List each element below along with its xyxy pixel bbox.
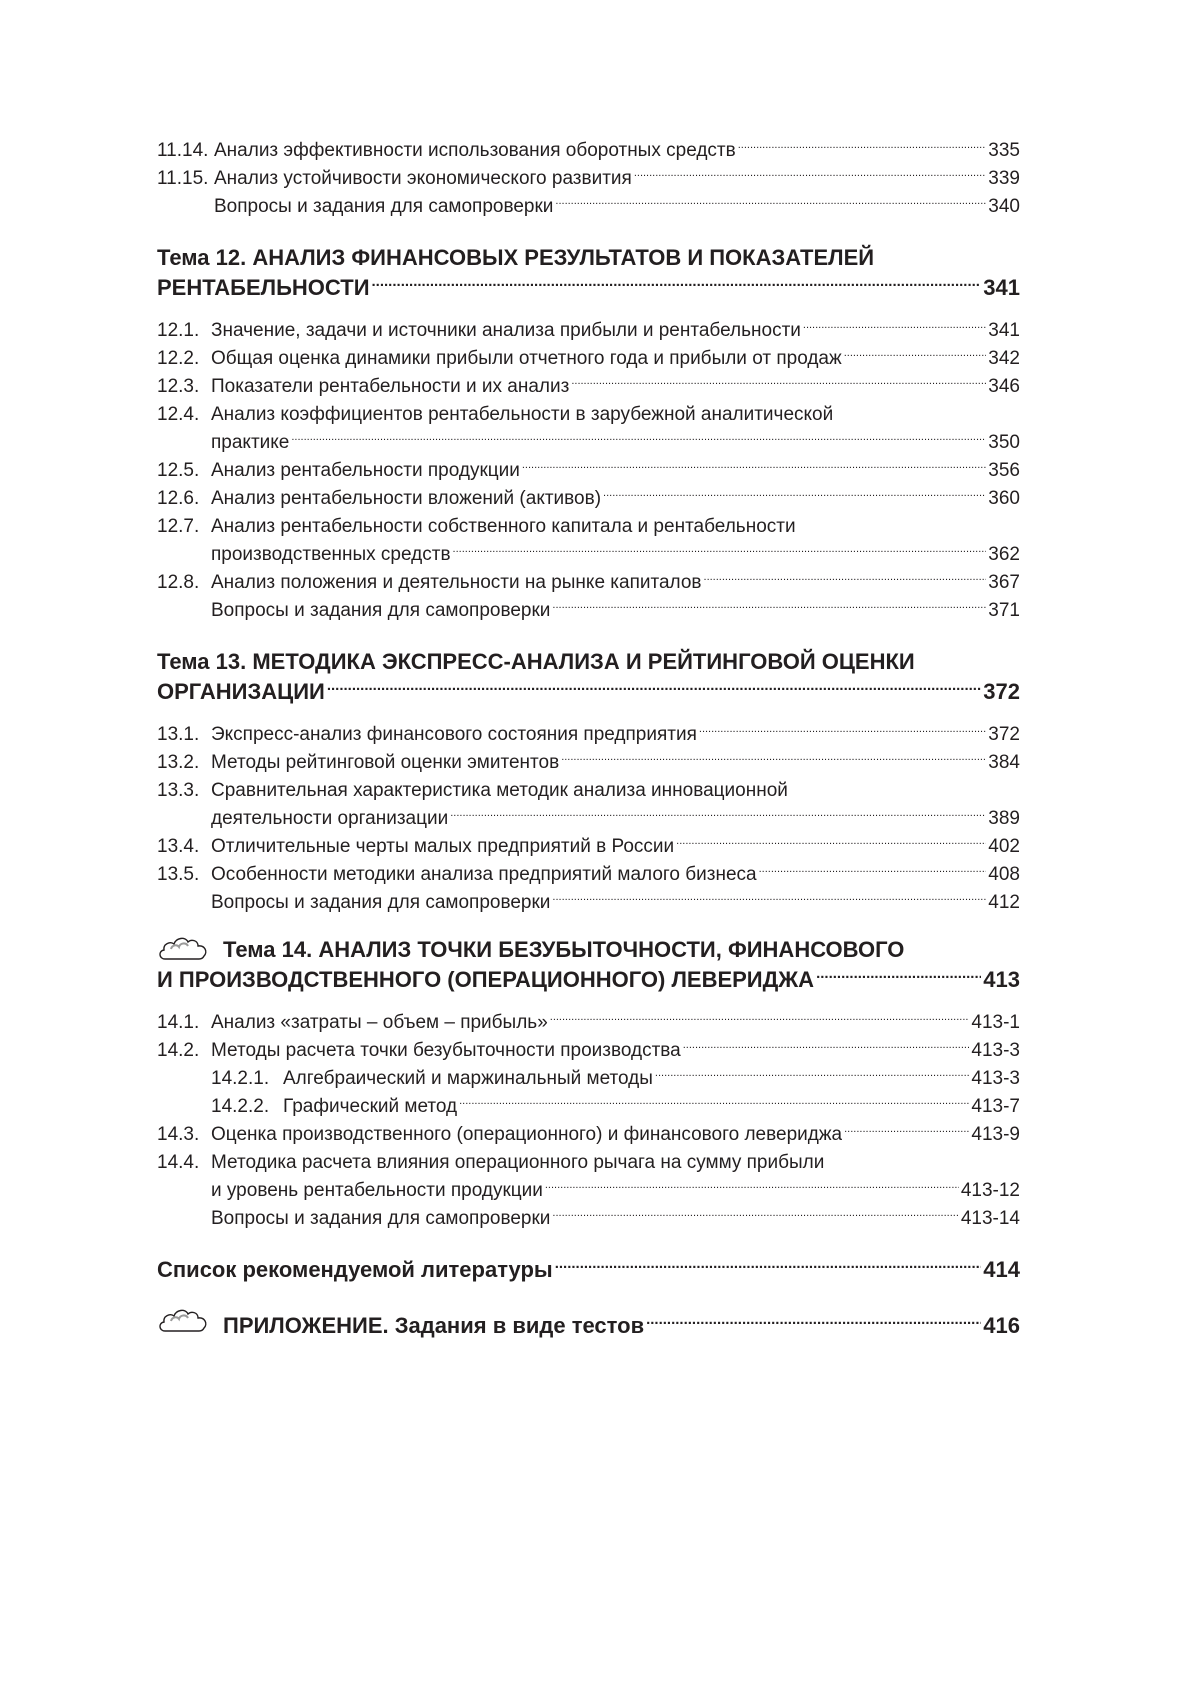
entry-number: 14.3.	[157, 1124, 200, 1145]
entry-page: 413-9	[971, 1124, 1020, 1145]
entry-number: 12.5.	[157, 460, 200, 481]
entry-title-cont: деятельности организации	[211, 808, 449, 829]
entry-number: 12.4.	[157, 404, 200, 425]
entry-number: 14.2.	[157, 1040, 200, 1061]
entry-title: Анализ рентабельности продукции	[211, 460, 520, 481]
literature-page: 414	[983, 1257, 1020, 1282]
entry-title: Анализ эффективности использования оборотных средств	[214, 140, 736, 161]
topic-title-line1: Тема 13. МЕТОДИКА ЭКСПРЕСС-АНАЛИЗА И РЕЙТИНГОВОЙ ОЦЕНКИ	[157, 649, 915, 674]
toc-entry[interactable]	[157, 861, 1020, 889]
dot-leader	[646, 1311, 981, 1333]
entry-number: 11.15.	[157, 168, 209, 189]
entry-page: 346	[988, 376, 1020, 397]
dot-leader	[291, 429, 986, 448]
dot-leader	[655, 1065, 969, 1084]
toc-entry[interactable]	[157, 1149, 1020, 1177]
toc-entry[interactable]	[157, 193, 1020, 221]
entry-title: Методы расчета точки безубыточности производства	[211, 1040, 681, 1061]
dot-leader	[759, 861, 987, 880]
topic-page: 341	[983, 275, 1020, 300]
toc-entry[interactable]	[157, 1009, 1020, 1037]
entry-page: 413-12	[960, 1180, 1020, 1201]
dot-leader	[738, 137, 987, 156]
entry-title: Значение, задачи и источники анализа прибыли и рентабельности	[211, 320, 801, 341]
entry-number: 14.1.	[157, 1012, 200, 1033]
dot-leader	[372, 273, 982, 295]
toc-entry[interactable]	[157, 721, 1020, 749]
topic-page: 413	[983, 967, 1020, 992]
dot-leader	[550, 1009, 970, 1028]
entry-title: Анализ «затраты – объем – прибыль»	[211, 1012, 548, 1033]
entry-page: 340	[988, 196, 1020, 217]
entry-page: 335	[988, 140, 1020, 161]
table-of-contents	[157, 137, 1020, 1337]
topic-heading-14[interactable]	[157, 935, 1020, 995]
entry-page: 413-14	[960, 1208, 1020, 1229]
cloud-icon	[157, 935, 209, 961]
entry-page: 402	[988, 836, 1020, 857]
entry-number: 12.8.	[157, 572, 200, 593]
topic-title-line2: РЕНТАБЕЛЬНОСТИ	[157, 275, 370, 300]
dot-leader	[545, 1177, 959, 1196]
dot-leader	[552, 889, 986, 908]
entry-page: 372	[988, 724, 1020, 745]
cloud-icon	[157, 1307, 209, 1333]
topic-title-line2: И ПРОИЗВОДСТВЕННОГО (ОПЕРАЦИОННОГО) ЛЕВЕРИДЖА	[157, 967, 815, 992]
dot-leader	[844, 345, 987, 364]
toc-entry[interactable]	[157, 1205, 1020, 1233]
entry-title: Анализ рентабельности вложений (активов)	[211, 488, 602, 509]
toc-entry[interactable]	[157, 569, 1020, 597]
entry-number: 11.14.	[157, 140, 209, 161]
entry-page: 356	[988, 460, 1020, 481]
entry-number: 13.4.	[157, 836, 200, 857]
entry-title-cont: производственных средств	[211, 544, 451, 565]
entry-title: Методика расчета влияния операционного рычага на сумму прибыли	[211, 1152, 825, 1173]
toc-entry[interactable]	[157, 485, 1020, 513]
entry-page: 389	[988, 808, 1020, 829]
toc-entry[interactable]	[157, 777, 1020, 805]
toc-entry[interactable]	[157, 597, 1020, 625]
entry-number: 14.4.	[157, 1152, 200, 1173]
toc-entry-continuation[interactable]	[157, 541, 1020, 569]
dot-leader	[803, 317, 986, 336]
entry-page: 371	[988, 600, 1020, 621]
dot-leader	[552, 597, 986, 616]
dot-leader	[844, 1121, 969, 1140]
entry-page: 339	[988, 168, 1020, 189]
toc-entry-continuation[interactable]	[157, 805, 1020, 833]
entry-title-cont: практике	[211, 432, 290, 453]
dot-leader	[522, 457, 986, 476]
entry-title-cont: и уровень рентабельности продукции	[211, 1180, 543, 1201]
entry-title: Вопросы и задания для самопроверки	[214, 196, 554, 217]
dot-leader	[816, 965, 981, 987]
appendix-page: 416	[983, 1313, 1020, 1338]
entry-page: 350	[988, 432, 1020, 453]
toc-entry[interactable]	[157, 401, 1020, 429]
literature-heading[interactable]	[157, 1255, 1020, 1285]
entry-page: 413-3	[971, 1068, 1020, 1089]
entry-page: 342	[988, 348, 1020, 369]
entry-number: 12.2.	[157, 348, 200, 369]
appendix-heading[interactable]	[157, 1307, 1020, 1337]
toc-entry[interactable]	[157, 833, 1020, 861]
entry-title: Анализ положения и деятельности на рынке капиталов	[211, 572, 702, 593]
topic-heading-12[interactable]	[157, 243, 1020, 303]
toc-entry[interactable]	[157, 1121, 1020, 1149]
entry-title: Графический метод	[283, 1096, 458, 1117]
toc-entry[interactable]	[157, 373, 1020, 401]
topic-heading-13[interactable]	[157, 647, 1020, 707]
entry-title: Общая оценка динамики прибыли отчетного года и прибыли от продаж	[211, 348, 842, 369]
toc-entry[interactable]	[157, 1037, 1020, 1065]
entry-number: 13.2.	[157, 752, 200, 773]
entry-title: Анализ рентабельности собственного капитала и рентабельности	[211, 516, 796, 537]
dot-leader	[561, 749, 986, 768]
topic-page: 372	[983, 679, 1020, 704]
entry-title: Алгебраический и маржинальный методы	[283, 1068, 653, 1089]
entry-title: Методы рейтинговой оценки эмитентов	[211, 752, 560, 773]
entry-title: Оценка производственного (операционного) и финансового левериджа	[211, 1124, 843, 1145]
entry-page: 413-3	[971, 1040, 1020, 1061]
entry-title: Анализ коэффициентов рентабельности в зарубежной аналитической	[211, 404, 834, 425]
entry-page: 360	[988, 488, 1020, 509]
entry-title: Вопросы и задания для самопроверки	[211, 600, 551, 621]
entry-title: Вопросы и задания для самопроверки	[211, 892, 551, 913]
toc-entry-continuation[interactable]	[157, 1177, 1020, 1205]
dot-leader	[683, 1037, 970, 1056]
entry-page: 412	[988, 892, 1020, 913]
toc-subentry[interactable]	[157, 1093, 1020, 1121]
entry-number: 12.1.	[157, 320, 200, 341]
dot-leader	[603, 485, 986, 504]
dot-leader	[327, 677, 981, 699]
entry-title: Отличительные черты малых предприятий в России	[211, 836, 675, 857]
dot-leader	[555, 1255, 982, 1277]
toc-subentry[interactable]	[157, 1065, 1020, 1093]
entry-title: Вопросы и задания для самопроверки	[211, 1208, 551, 1229]
entry-number: 14.2.2.	[211, 1096, 270, 1117]
entry-title: Анализ устойчивости экономического развития	[214, 168, 632, 189]
entry-number: 14.2.1.	[211, 1068, 270, 1089]
dot-leader	[699, 721, 986, 740]
topic-title-line1: Тема 12. АНАЛИЗ ФИНАНСОВЫХ РЕЗУЛЬТАТОВ И ПОКАЗАТЕЛЕЙ	[157, 245, 875, 270]
dot-leader	[571, 373, 986, 392]
entry-title: Показатели рентабельности и их анализ	[211, 376, 570, 397]
entry-number: 13.1.	[157, 724, 200, 745]
entry-page: 413-1	[971, 1012, 1020, 1033]
entry-number: 13.3.	[157, 780, 200, 801]
toc-entry[interactable]	[157, 889, 1020, 917]
entry-number: 12.6.	[157, 488, 200, 509]
entry-page: 384	[988, 752, 1020, 773]
dot-leader	[450, 805, 986, 824]
dot-leader	[634, 165, 986, 184]
toc-entry[interactable]	[157, 165, 1020, 193]
entry-title: Экспресс-анализ финансового состояния предприятия	[211, 724, 697, 745]
entry-page: 413-7	[971, 1096, 1020, 1117]
entry-title: Особенности методики анализа предприятий малого бизнеса	[211, 864, 757, 885]
entry-title: Сравнительная характеристика методик анализа инновационной	[211, 780, 788, 801]
appendix-title: ПРИЛОЖЕНИЕ. Задания в виде тестов	[223, 1313, 645, 1338]
toc-entry[interactable]	[157, 137, 1020, 165]
entry-page: 341	[988, 320, 1020, 341]
toc-entry[interactable]	[157, 345, 1020, 373]
toc-entry[interactable]	[157, 513, 1020, 541]
dot-leader	[453, 541, 987, 560]
toc-entry-continuation[interactable]	[157, 429, 1020, 457]
topic-title-line2: ОРГАНИЗАЦИИ	[157, 679, 325, 704]
dot-leader	[459, 1093, 969, 1112]
topic-title-line1: Тема 14. АНАЛИЗ ТОЧКИ БЕЗУБЫТОЧНОСТИ, ФИНАНСОВОГО	[223, 937, 905, 962]
dot-leader	[676, 833, 986, 852]
dot-leader	[552, 1205, 958, 1224]
entry-page: 367	[988, 572, 1020, 593]
dot-leader	[555, 193, 986, 212]
entry-number: 12.7.	[157, 516, 200, 537]
literature-title: Список рекомендуемой литературы	[157, 1257, 553, 1282]
toc-entry[interactable]	[157, 749, 1020, 777]
toc-entry[interactable]	[157, 457, 1020, 485]
entry-number: 13.5.	[157, 864, 200, 885]
dot-leader	[704, 569, 987, 588]
toc-entry[interactable]	[157, 317, 1020, 345]
entry-page: 408	[988, 864, 1020, 885]
entry-number: 12.3.	[157, 376, 200, 397]
entry-page: 362	[988, 544, 1020, 565]
